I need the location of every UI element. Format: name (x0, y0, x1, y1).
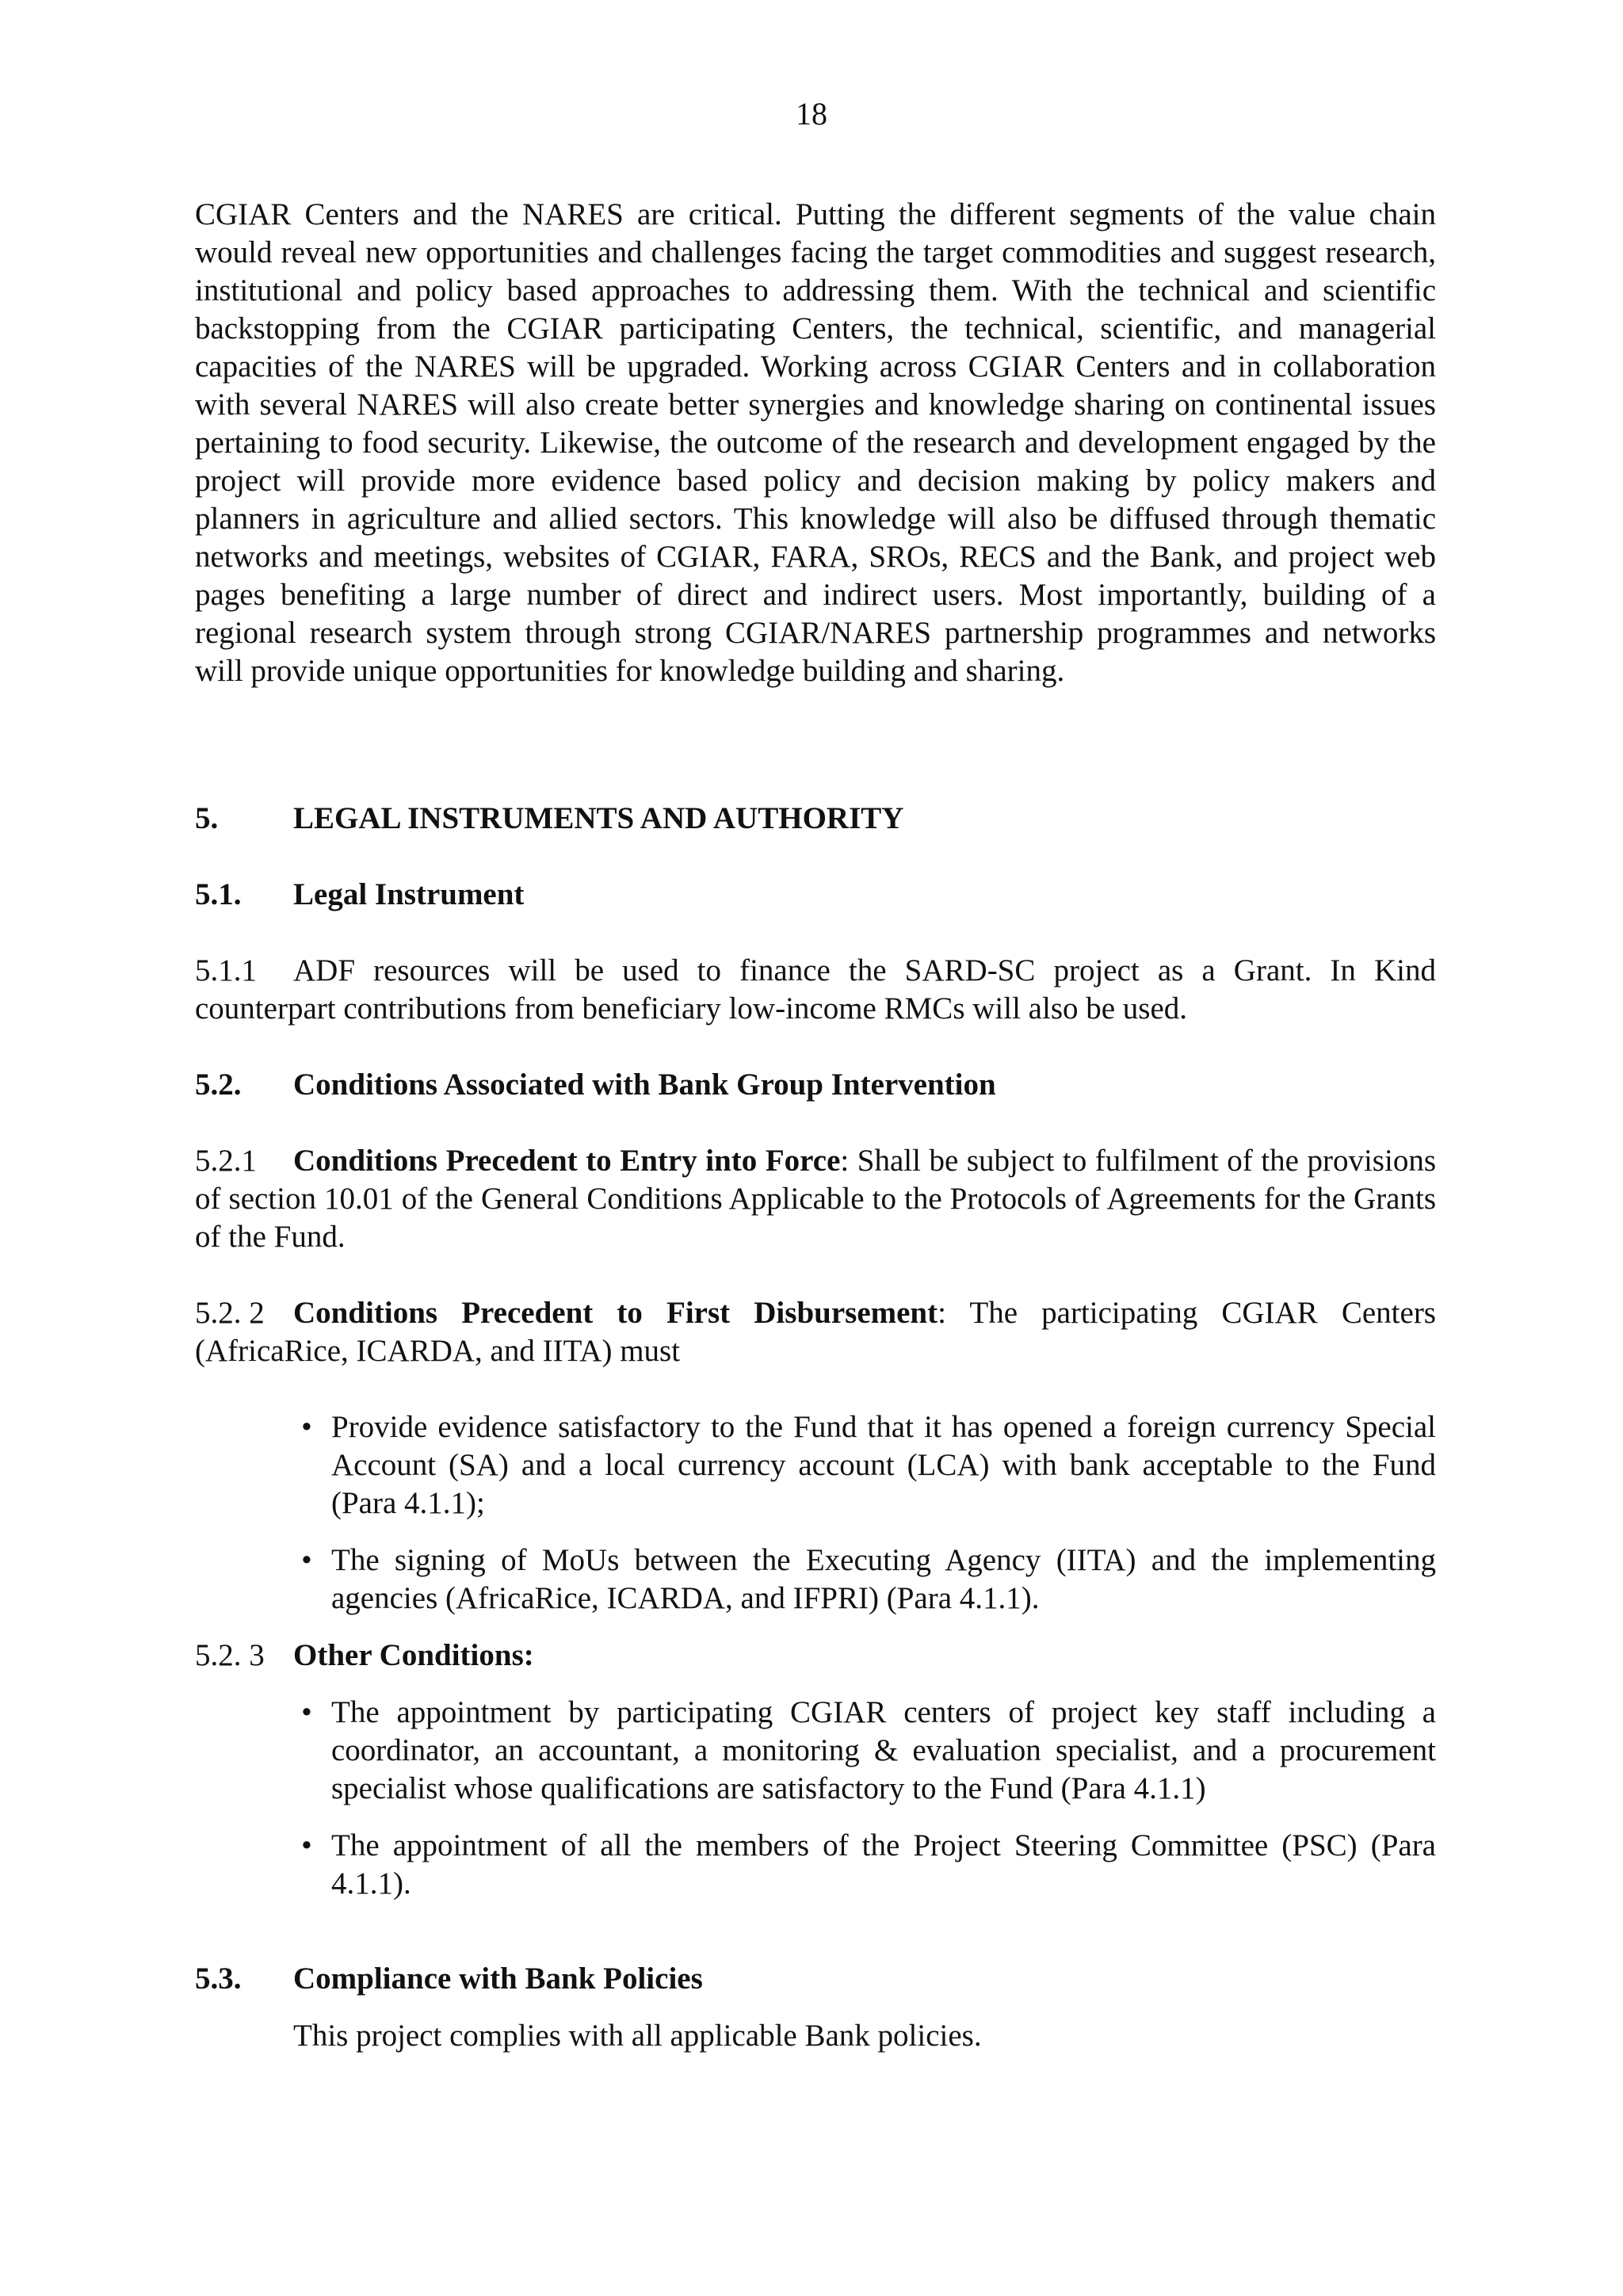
section-5-2-heading (195, 1066, 996, 1104)
bullet-icon: • (301, 1410, 312, 1444)
paragraph-5-2-3-number: 5.2. 3 (195, 1638, 265, 1672)
paragraph-5-2-2 (195, 1294, 1436, 1370)
section-5-3-body (293, 2017, 1436, 2055)
list-item (301, 1408, 1436, 1522)
section-5-title: LEGAL INSTRUMENTS AND AUTHORITY (293, 801, 904, 835)
list-item-text: The signing of MoUs between the Executing Agency (IITA) and the implementing agencies (AfricaRice, ICARDA, and IFPRI) (Para 4.1.1). (331, 1543, 1436, 1615)
section-5-3-number: 5.3. (195, 1962, 242, 1996)
bullet-icon: • (301, 1828, 312, 1862)
paragraph-5-2-2-number: 5.2. 2 (195, 1296, 265, 1330)
paragraph-5-1-1-number: 5.1.1 (195, 953, 257, 988)
paragraph-5-1-1 (195, 952, 1436, 1028)
section-5-2-number: 5.2. (195, 1068, 242, 1102)
section-5-1-title: Legal Instrument (293, 877, 525, 911)
paragraph-5-2-2-heading: Conditions Precedent to First Disbursement (293, 1296, 938, 1330)
bullet-list-5-2-3 (301, 1694, 1436, 1903)
paragraph-5-2-3-heading: Other Conditions: (293, 1638, 534, 1672)
section-5-1-number: 5.1. (195, 877, 242, 911)
list-item (301, 1827, 1436, 1903)
bullet-icon: • (301, 1543, 312, 1577)
list-item-text: The appointment of all the members of the Project Steering Committee (PSC) (Para 4.1.1). (331, 1828, 1436, 1901)
list-item-text: The appointment by participating CGIAR centers of project key staff including a coordinator, an accountant, a monitoring & evaluation specialist, and a procurement specialist whose qualifications are satisfactory to the Fund (Para 4.1.1) (331, 1695, 1436, 1805)
section-5-heading (195, 800, 903, 838)
section-5-1-heading (195, 876, 524, 914)
section-5-number: 5. (195, 801, 219, 835)
paragraph-5-2-1-heading: Conditions Precedent to Entry into Force (293, 1144, 841, 1178)
bullet-list-5-2-2 (301, 1408, 1436, 1618)
paragraph-5-2-1-number: 5.2.1 (195, 1144, 257, 1178)
list-item (301, 1541, 1436, 1618)
list-item (301, 1694, 1436, 1808)
section-5-3-title: Compliance with Bank Policies (293, 1962, 703, 1996)
paragraph-5-2-2-text: : The participating CGIAR Centers (AfricaRice, ICARDA, and IITA) must (195, 1296, 1436, 1368)
paragraph-5-2-1 (195, 1142, 1436, 1256)
bullet-icon: • (301, 1695, 312, 1729)
page-number: 18 (796, 96, 827, 132)
intro-paragraph-text: CGIAR Centers and the NARES are critical. Putting the different segments of the value chain would reveal new opportunities and challenges facing the target commodities and suggest research, institutional and policy based approaches to addressing them. With the technical and scientific backstopping from the CGIAR participating Centers, the technical, scientific, and managerial capacities of the NARES will be upgraded. Working across CGIAR Centers and in collaboration with several NARES will also create better synergies and knowledge sharing on continental issues pertaining to food security. Likewise, the outcome of the research and development engaged by the project will provide more evidence based policy and decision making by policy makers and planners in agriculture and allied sectors. This knowledge will also be diffused through thematic networks and meetings, websites of CGIAR, FARA, SROs, RECS and the Bank, and project web pages benefiting a large number of direct and indirect users. Most importantly, building of a regional research system through strong CGIAR/NARES partnership programmes and networks will provide unique opportunities for knowledge building and sharing. (195, 197, 1436, 688)
section-5-3-text: This project complies with all applicable Bank policies. (293, 2019, 982, 2053)
section-5-2-title: Conditions Associated with Bank Group Intervention (293, 1068, 996, 1102)
section-5-3-heading (195, 1960, 703, 1998)
intro-paragraph (195, 196, 1436, 690)
list-item-text: Provide evidence satisfactory to the Fund that it has opened a foreign currency Special Account (SA) and a local currency account (LCA) with bank acceptable to the Fund (Para 4.1.1); (331, 1410, 1436, 1520)
paragraph-5-1-1-text: ADF resources will be used to finance the SARD-SC project as a Grant. In Kind counterpart contributions from beneficiary low-income RMCs will also be used. (195, 953, 1436, 1026)
paragraph-5-2-3 (195, 1637, 1436, 1675)
paragraph-5-2-1-text: : Shall be subject to fulfilment of the provisions of section 10.01 of the General Conditions Applicable to the Protocols of Agreements for the Grants of the Fund. (195, 1144, 1436, 1254)
